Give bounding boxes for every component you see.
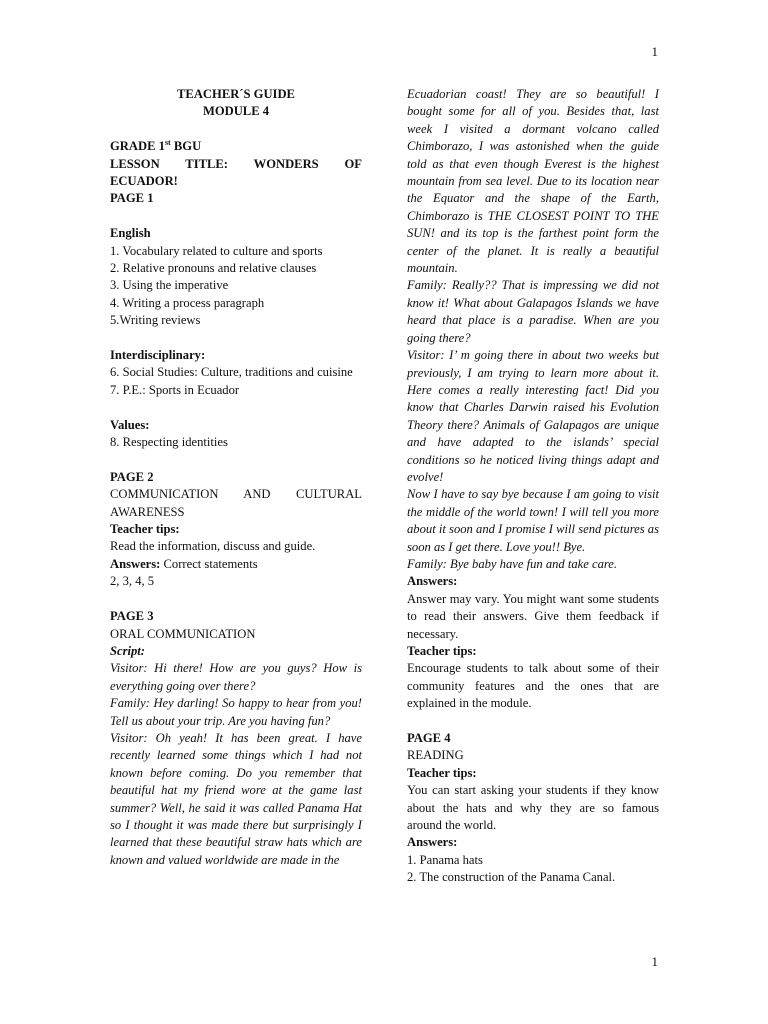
english-item: 3. Using the imperative (110, 278, 229, 293)
lesson-title: LESSON TITLE: WONDERS OF ECUADOR! (110, 156, 362, 189)
answer-item: 2. The construction of the Panama Canal. (407, 870, 616, 885)
answers-line: Answers: Correct statements (110, 556, 258, 571)
page2-heading: PAGE 2 (110, 469, 154, 484)
script-label: Script: (110, 643, 145, 658)
english-item: 1. Vocabulary related to culture and sports (110, 243, 323, 258)
answers-text: Answer may vary. You might want some students to read their answers. Give them feedback if necessary. (407, 591, 659, 641)
script-line: Visitor: Hi there! How are you guys? How is everything going over there? (110, 661, 362, 693)
teacher-tips-label: Teacher tips: (110, 522, 180, 537)
left-column (110, 86, 362, 869)
tips-text: You can start asking your students if they know about the hats and why they are so famous around the world. (407, 783, 659, 833)
teacher-tips-label: Teacher tips: (407, 765, 477, 780)
english-item: 2. Relative pronouns and relative clauses (110, 261, 317, 276)
grade-heading: GRADE 1st BGU (110, 138, 202, 154)
answer-item: 1. Panama hats (407, 852, 483, 867)
teacher-tips-label: Teacher tips: (407, 644, 477, 658)
answers-numbers: 2, 3, 4, 5 (110, 574, 155, 589)
section-heading: COMMUNICATION AND CULTURAL AWARENESS (110, 487, 362, 519)
inter-item: 6. Social Studies: Culture, traditions and cuisine (110, 365, 353, 380)
module-title: MODULE 4 (202, 104, 270, 119)
script-line: Family: Really?? That is impressing we did not know it! What about Galapagos Islands we have heard that place is a paradise. When are you going there? (407, 278, 659, 345)
page3-heading: PAGE 3 (110, 609, 154, 624)
values-heading: Values: (110, 417, 150, 432)
script-line: Ecuadorian coast! They are so beautiful! I bought some for all of you. Besides that, last week I visited a dormant volcano called Chimborazo, I was astonished when the guide told as that even though Everest is the highest mountain from sea level. Due to its location near the Equator and the shape of the Earth, Chimborazo is THE CLOSEST POINT TO THE SUN! and its top is the farthest point form the center of the planet. It is really a beautiful mountain. (407, 87, 659, 276)
interdisciplinary-heading: Interdisciplinary: (110, 348, 206, 363)
script-line: Family: Bye baby have fun and take care. (407, 556, 618, 571)
section-heading: ORAL COMMUNICATION (110, 626, 256, 641)
english-item: 4. Writing a process paragraph (110, 295, 265, 310)
english-item: 5.Writing reviews (110, 313, 201, 328)
guide-title: TEACHER´S GUIDE (177, 87, 295, 101)
script-line: Visitor: Oh yeah! It has been great. I have recently learned some things which I had not known before coming. Do you remember that beautiful hat my friend wore at the game last summer? Well, he said it was called Panama Hat so I thought it was made there but surprisingly I learned that these beautiful straw hats which are known and valued worldwide are made in the (110, 730, 362, 867)
right-column (407, 86, 659, 887)
answers-label: Answers: (407, 574, 458, 589)
tips-text: Read the information, discuss and guide. (110, 539, 316, 554)
answers-label: Answers: (407, 835, 458, 850)
page-number-bottom: 1 (651, 954, 658, 969)
script-line: Now I have to say bye because I am going to visit the middle of the world town! I will tell you more about it soon and I promise I will send pictures as soon as I get there. Love you!! Bye. (407, 487, 659, 554)
script-line: Visitor: I’ m going there in about two weeks but previously, I am trying to learn more about it. Here comes a really interesting fact! Did you know that Charles Darwin raised his Evolution Theory there? Animals of Galapagos are unique and have adapted to the islands’ special conditions so he noticed living things adapt and evolve! (407, 348, 659, 484)
page-number-top: 1 (651, 44, 658, 59)
script-line: Family: Hey darling! So happy to hear from you! Tell us about your trip. Are you having fun? (110, 696, 362, 728)
page4-heading: PAGE 4 (407, 731, 451, 746)
tips-text: Encourage students to talk about some of their community features and the ones that are explained in the module. (407, 661, 659, 711)
page1-heading: PAGE 1 (110, 191, 154, 206)
section-heading: READING (407, 748, 464, 763)
english-heading: English (110, 226, 151, 241)
inter-item: 7. P.E.: Sports in Ecuador (110, 382, 240, 397)
values-item: 8. Respecting identities (110, 435, 228, 450)
